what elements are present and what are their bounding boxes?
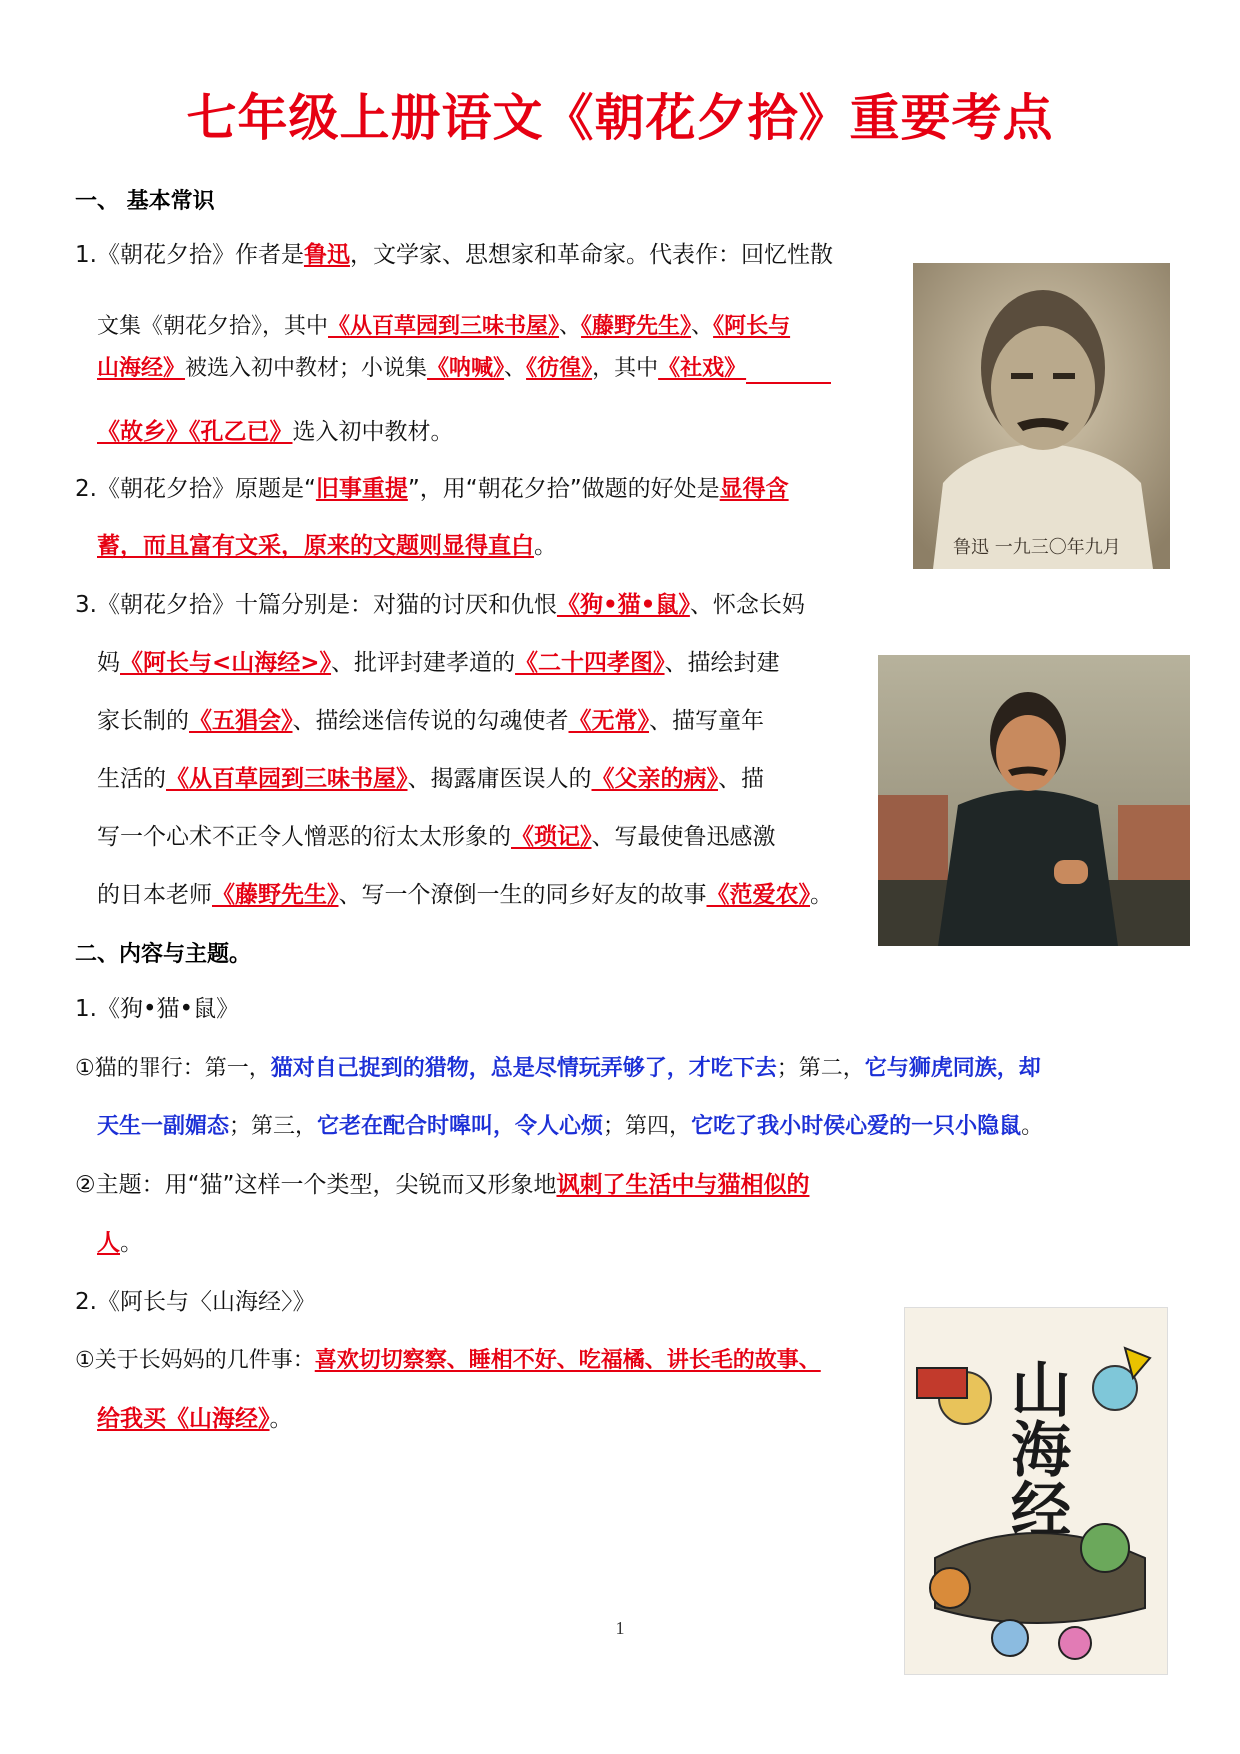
p2-line-1: 2.《朝花夕拾》原题是“旧事重提”，用“朝花夕拾”做题的好处是显得含 — [75, 476, 789, 502]
p3-line-4: 生活的《从百草园到三味书屋》、揭露庸医误人的《父亲的病》、描 — [97, 766, 764, 792]
p3-line-5: 写一个心术不正令人憎恶的衍太太形象的《琐记》、写最使鲁迅感激 — [97, 824, 776, 850]
p3-line-3: 家长制的《五猖会》、描绘迷信传说的勾魂使者《无常》、描写童年 — [97, 708, 764, 734]
q1-heading: 1.《狗•猫•鼠》 — [75, 996, 240, 1022]
p1-line-4: 《故乡》《孔乙已》选入初中教材。 — [97, 419, 454, 445]
p1-line-1: 1.《朝花夕拾》作者是鲁迅，文学家、思想家和革命家。代表作：回忆性散 — [75, 242, 833, 268]
q1-line-4: 人。 — [97, 1230, 143, 1256]
lu-xun-portrait-photo — [913, 263, 1170, 569]
q1-line-3: ②主题：用“猫”这样一个类型，尖锐而又形象地讽刺了生活中与猫相似的 — [75, 1172, 810, 1198]
q2-line-1: ①关于长妈妈的几件事：喜欢切切察察、睡相不好、吃福橘、讲长毛的故事、 — [75, 1348, 821, 1373]
lu-xun-painting — [878, 655, 1190, 946]
page-number: 1 — [615, 1618, 625, 1638]
poster-title: 山海经 — [1001, 1358, 1071, 1538]
q2-line-2: 给我买《山海经》。 — [97, 1406, 293, 1432]
page-title: 七年级上册语文《朝花夕拾》重要考点 — [186, 89, 1054, 147]
p3-line-1: 3.《朝花夕拾》十篇分别是：对猫的讨厌和仇恨《狗•猫•鼠》、怀念长妈 — [75, 592, 805, 618]
p1-line-2: 文集《朝花夕拾》，其中《从百草园到三味书屋》、《藤野先生》、《阿长与 — [97, 314, 791, 339]
section-2-heading: 二、内容与主题。 — [75, 942, 252, 967]
photo-signature: 鲁迅 一九三〇年九月 — [953, 537, 1121, 558]
p3-line-6: 的日本老师《藤野先生》、写一个潦倒一生的同乡好友的故事《范爱农》。 — [97, 882, 833, 908]
p1-line-3: 山海经》被选入初中教材；小说集《呐喊》、《彷徨》，其中《社戏》 — [97, 354, 831, 384]
q1-line-2: 天生一副媚态；第三，它老在配合时嗥叫，令人心烦；第四，它吃了我小时侯心爱的一只小隐鼠。 — [97, 1114, 1044, 1139]
q2-heading: 2.《阿长与〈山海经〉》 — [75, 1289, 316, 1315]
section-1-heading: 一、 基本常识 — [75, 189, 215, 214]
fill-blank — [746, 358, 831, 384]
q1-line-1: ①猫的罪行：第一，猫对自己捉到的猎物，总是尽情玩弄够了，才吃下去；第二，它与狮虎同族，却 — [75, 1056, 1041, 1081]
p3-line-2: 妈《阿长与<山海经>》、批评封建孝道的《二十四孝图》、描绘封建 — [97, 650, 780, 676]
p2-line-2: 蓄，而且富有文采，原来的文题则显得直白。 — [97, 533, 557, 559]
